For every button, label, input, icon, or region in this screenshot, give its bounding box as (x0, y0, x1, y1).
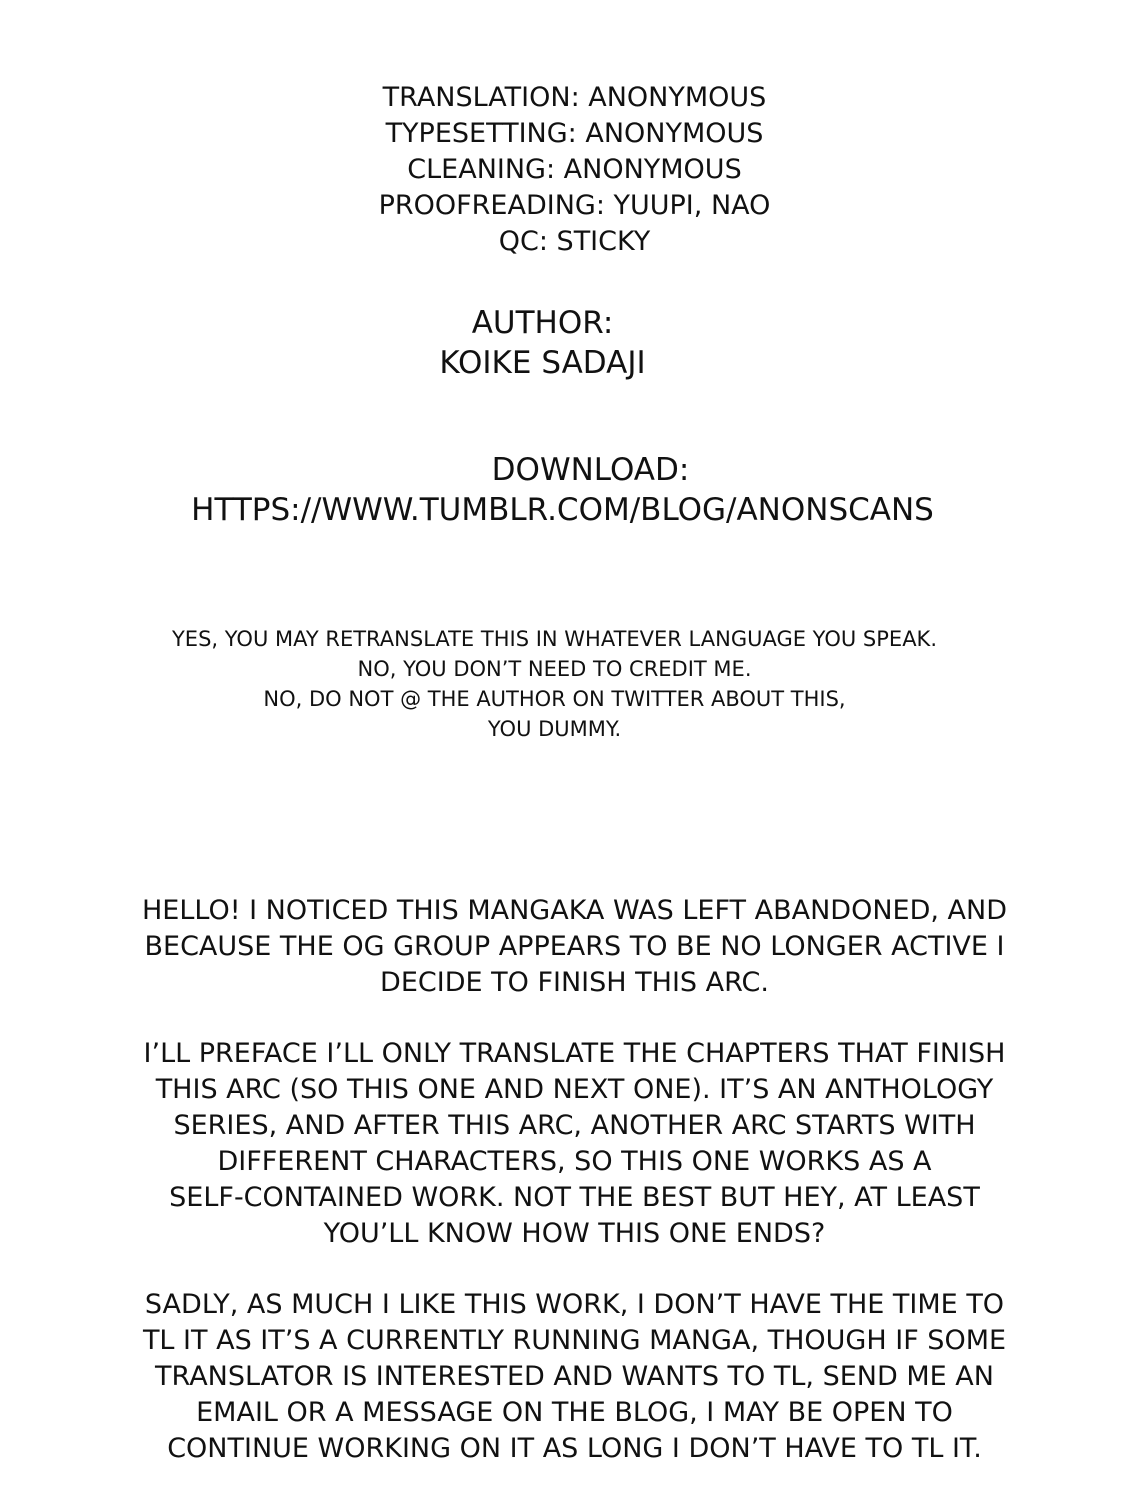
author-block (0, 303, 1105, 383)
download-url: HTTPS://WWW.TUMBLR.COM/BLOG/ANONSCANS (191, 492, 934, 528)
credit-qc: QC: STICKY (498, 226, 651, 257)
message-line: SADLY, AS MUCH I LIKE THIS WORK, I DON’T HAVE THE TIME TO (144, 1289, 1005, 1320)
credit-typesetting: TYPESETTING: ANONYMOUS (385, 118, 764, 149)
message-line: SERIES, AND AFTER THIS ARC, ANOTHER ARC STARTS WITH (173, 1110, 976, 1141)
note-block (0, 624, 1117, 744)
message-block (12, 893, 1125, 1502)
message-line: CONTINUE WORKING ON IT AS LONG I DON’T HAVE TO TL IT. (167, 1433, 982, 1464)
message-line: TL IT AS IT’S A CURRENTLY RUNNING MANGA, THOUGH IF SOME (142, 1325, 1007, 1356)
message-line: THIS ARC (SO THIS ONE AND NEXT ONE). IT’S AN ANTHOLOGY (155, 1074, 994, 1105)
message-line: I’LL PREFACE I’LL ONLY TRANSLATE THE CHAPTERS THAT FINISH (143, 1038, 1006, 1069)
download-label: DOWNLOAD: (491, 452, 690, 488)
message-paragraph-2 (12, 1036, 1125, 1252)
message-paragraph-3 (12, 1287, 1125, 1467)
note-line: YES, YOU MAY RETRANSLATE THIS IN WHATEVER LANGUAGE YOU SPEAK. (171, 627, 938, 651)
author-label: AUTHOR: (471, 305, 614, 341)
message-line: SELF-CONTAINED WORK. NOT THE BEST BUT HEY, AT LEAST (169, 1182, 980, 1213)
message-line: YOU’LL KNOW HOW THIS ONE ENDS? (323, 1218, 826, 1249)
message-paragraph-1 (12, 893, 1125, 1001)
credit-cleaning: CLEANING: ANONYMOUS (407, 154, 742, 185)
message-line: DECIDE TO FINISH THIS ARC. (380, 967, 769, 998)
message-line: EMAIL OR A MESSAGE ON THE BLOG, I MAY BE OPEN TO (196, 1397, 953, 1428)
credits-block (12, 80, 1125, 260)
note-line: NO, DO NOT @ THE AUTHOR ON TWITTER ABOUT THIS, (263, 687, 846, 711)
message-line: BECAUSE THE OG GROUP APPEARS TO BE NO LONGER ACTIVE I (144, 931, 1005, 962)
author-name: KOIKE SADAJI (439, 345, 646, 381)
message-line: TRANSLATOR IS INTERESTED AND WANTS TO TL, SEND ME AN (155, 1361, 994, 1392)
credit-translation: TRANSLATION: ANONYMOUS (382, 82, 767, 113)
note-line: NO, YOU DON’T NEED TO CREDIT ME. (357, 657, 752, 681)
download-block (0, 450, 1125, 530)
message-line: HELLO! I NOTICED THIS MANGAKA WAS LEFT ABANDONED, AND (141, 895, 1007, 926)
note-line: YOU DUMMY. (487, 717, 622, 741)
message-line: DIFFERENT CHARACTERS, SO THIS ONE WORKS AS A (217, 1146, 932, 1177)
credit-proofreading: PROOFREADING: YUUPI, NAO (378, 190, 771, 221)
